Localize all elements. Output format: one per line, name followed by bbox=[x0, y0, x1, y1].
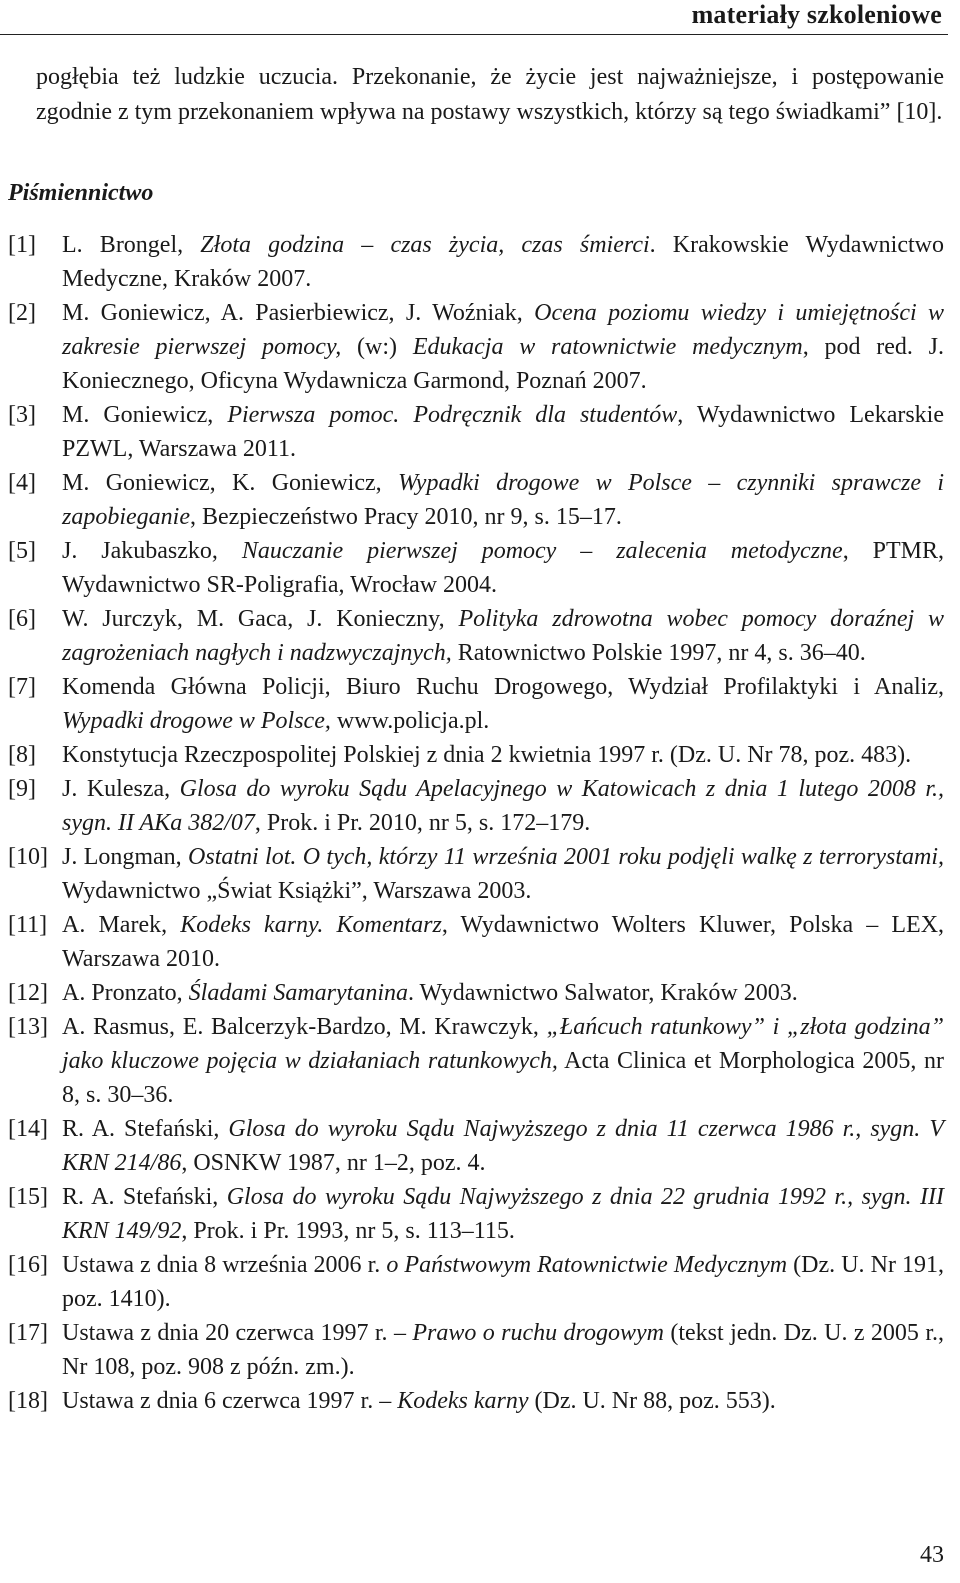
reference-number: [11] bbox=[8, 912, 48, 938]
reference-text: J. Longman, bbox=[62, 844, 189, 870]
reference-text: Wydawnictwo „Świat Książki”, Warszawa 2003. bbox=[62, 878, 532, 904]
reference-text: , Prok. i Pr. 1993, nr 5, s. 113–115. bbox=[181, 1218, 515, 1244]
reference-text: Ustawa z dnia 20 czerwca 1997 r. – bbox=[62, 1320, 413, 1346]
reference-item bbox=[8, 602, 944, 670]
reference-text: W. Jurczyk, M. Gaca, J. Konieczny, bbox=[62, 606, 459, 632]
reference-text: M. Goniewicz, A. Pasierbiewicz, J. Woźniak, bbox=[62, 300, 535, 326]
reference-title: Prawo o ruchu drogowym bbox=[412, 1320, 664, 1346]
reference-text: (w:) bbox=[357, 334, 413, 360]
reference-text: J. Kulesza, bbox=[62, 776, 180, 802]
reference-title: Ostatni lot. O tych, którzy 11 września 2001 roku podjęli walkę z terrorystami, bbox=[188, 844, 944, 870]
reference-text: . Wydawnictwo Salwator, Kraków 2003. bbox=[407, 980, 798, 1006]
reference-text: , Wydawnictwo Lekarskie PZWL, Warszawa 2011. bbox=[62, 402, 945, 462]
reference-title: Wypadki drogowe w Polsce – czynniki sprawcze i zapobieganie bbox=[62, 470, 944, 530]
reference-title: Kodeks karny. Komentarz bbox=[180, 912, 442, 938]
reference-item bbox=[8, 738, 944, 772]
reference-number: [3] bbox=[8, 402, 36, 428]
reference-number: [15] bbox=[8, 1184, 48, 1210]
reference-item bbox=[8, 228, 944, 296]
reference-number: [6] bbox=[8, 606, 36, 632]
reference-title: Glosa do wyroku Sądu Najwyższego z dnia 11 czerwca 1986 r., sygn. V KRN 214/86 bbox=[62, 1116, 944, 1176]
reference-number: [7] bbox=[8, 674, 36, 700]
intro-paragraph: pogłębia też ludzkie uczucia. Przekonanie, że życie jest najważniejsze, i postępowanie zgodnie z tym przekonaniem wpływa na postawy wszystkich, którzy są tego świadkami” [10]. bbox=[36, 64, 944, 125]
reference-text: , OSNKW 1987, nr 1–2, poz. 4. bbox=[181, 1150, 486, 1176]
reference-text: Konstytucja Rzeczpospolitej Polskiej z dnia 2 kwietnia 1997 r. (Dz. U. Nr 78, poz. 483). bbox=[62, 742, 912, 768]
reference-number: [1] bbox=[8, 232, 36, 258]
reference-text: (Dz. U. Nr 191, poz. 1410). bbox=[62, 1252, 945, 1312]
reference-text: A. Rasmus, E. Balcerzyk-Bardzo, M. Krawczyk, bbox=[62, 1014, 547, 1040]
reference-text: (tekst jedn. Dz. U. z 2005 r., Nr 108, poz. 908 z późn. zm.). bbox=[62, 1320, 944, 1380]
reference-text: A. Marek, bbox=[62, 912, 181, 938]
reference-title: Edukacja w ratownictwie medycznym bbox=[412, 334, 803, 360]
reference-item bbox=[8, 1248, 944, 1316]
reference-item bbox=[8, 534, 944, 602]
reference-title: Pierwsza pomoc. Podręcznik dla studentów bbox=[227, 402, 678, 428]
reference-number: [4] bbox=[8, 470, 36, 496]
reference-item bbox=[8, 398, 944, 466]
reference-title: Glosa do wyroku Sądu Apelacyjnego w Katowicach z dnia 1 lutego 2008 r., sygn. II AKa 382/07 bbox=[62, 776, 944, 836]
reference-title: „Łańcuch ratunkowy” i „złota godzina” jako kluczowe pojęcia w działaniach ratunkowych, bbox=[62, 1014, 944, 1074]
reference-title: Wypadki drogowe w Polsce, bbox=[62, 708, 331, 734]
reference-number: [18] bbox=[8, 1388, 48, 1414]
reference-item bbox=[8, 466, 944, 534]
reference-text: M. Goniewicz, bbox=[62, 402, 228, 428]
reference-text: Komenda Główna Policji, Biuro Ruchu Drogowego, Wydział Profilaktyki i Analiz, bbox=[62, 674, 944, 700]
reference-text: R. A. Stefański, bbox=[62, 1116, 229, 1142]
reference-title: Śladami Samarytanina bbox=[188, 980, 408, 1006]
reference-item bbox=[8, 670, 944, 738]
reference-number: [13] bbox=[8, 1014, 48, 1040]
reference-item bbox=[8, 1384, 944, 1418]
reference-text: Ratownictwo Polskie 1997, nr 4, s. 36–40. bbox=[451, 640, 866, 666]
reference-item bbox=[8, 772, 944, 840]
reference-item bbox=[8, 840, 944, 908]
reference-title: Kodeks karny bbox=[397, 1388, 529, 1414]
reference-number: [5] bbox=[8, 538, 36, 564]
reference-number: [10] bbox=[8, 844, 48, 870]
page-header bbox=[0, 0, 948, 35]
reference-text: Acta Clinica et Morphologica 2005, nr 8, s. 30–36. bbox=[62, 1048, 944, 1108]
reference-title: Złota godzina – czas życia, czas śmierci bbox=[200, 232, 650, 258]
reference-item bbox=[8, 1010, 944, 1112]
reference-title: o Państwowym Ratownictwie Medycznym bbox=[386, 1252, 788, 1278]
reference-number: [14] bbox=[8, 1116, 48, 1142]
reference-text: J. Jakubaszko, bbox=[62, 538, 242, 564]
reference-number: [8] bbox=[8, 742, 36, 768]
reference-title: Nauczanie pierwszej pomocy – zalecenia metodyczne bbox=[241, 538, 843, 564]
reference-text: Ustawa z dnia 6 czerwca 1997 r. – bbox=[62, 1388, 398, 1414]
reference-text: L. Brongel, bbox=[62, 232, 201, 258]
reference-title: Ocena poziomu wiedzy i umiejętności w zakresie pierwszej pomocy, bbox=[62, 300, 944, 360]
reference-number: [9] bbox=[8, 776, 36, 802]
reference-text: www.policja.pl. bbox=[330, 708, 490, 734]
reference-item bbox=[8, 908, 944, 976]
reference-number: [16] bbox=[8, 1252, 48, 1278]
header-title: materiały szkoleniowe bbox=[691, 0, 942, 29]
reference-number: [17] bbox=[8, 1320, 48, 1346]
reference-text: . Krakowskie Wydawnictwo Medyczne, Kraków 2007. bbox=[62, 232, 944, 292]
reference-item bbox=[8, 296, 944, 398]
reference-item bbox=[8, 976, 944, 1010]
reference-title: Glosa do wyroku Sądu Najwyższego z dnia 22 grudnia 1992 r., sygn. III KRN 149/92 bbox=[62, 1184, 944, 1244]
reference-text: , Prok. i Pr. 2010, nr 5, s. 172–179. bbox=[254, 810, 591, 836]
reference-item bbox=[8, 1112, 944, 1180]
reference-text: (Dz. U. Nr 88, poz. 553). bbox=[528, 1388, 776, 1414]
reference-item bbox=[8, 1180, 944, 1248]
reference-text: , Bezpieczeństwo Pracy 2010, nr 9, s. 15–17. bbox=[189, 504, 622, 530]
reference-text: , pod red. J. Koniecznego, Oficyna Wydawnicza Garmond, Poznań 2007. bbox=[62, 334, 945, 394]
section-title: Piśmiennictwo bbox=[8, 180, 154, 206]
reference-list bbox=[8, 228, 944, 1418]
reference-text: R. A. Stefański, bbox=[62, 1184, 227, 1210]
reference-item bbox=[8, 1316, 944, 1384]
reference-title: Polityka zdrowotna wobec pomocy doraźnej w zagrożeniach nagłych i nadzwyczajnych, bbox=[62, 606, 945, 666]
page-number: 43 bbox=[920, 1542, 944, 1568]
reference-text: A. Pronzato, bbox=[62, 980, 189, 1006]
reference-text: Ustawa z dnia 8 września 2006 r. bbox=[62, 1252, 387, 1278]
reference-text: , Wydawnictwo Wolters Kluwer, Polska – LEX, Warszawa 2010. bbox=[62, 912, 945, 972]
reference-text: , PTMR, Wydawnictwo SR-Poligrafia, Wrocław 2004. bbox=[62, 538, 944, 598]
reference-number: [2] bbox=[8, 300, 36, 326]
reference-number: [12] bbox=[8, 980, 48, 1006]
reference-text: M. Goniewicz, K. Goniewicz, bbox=[62, 470, 399, 496]
